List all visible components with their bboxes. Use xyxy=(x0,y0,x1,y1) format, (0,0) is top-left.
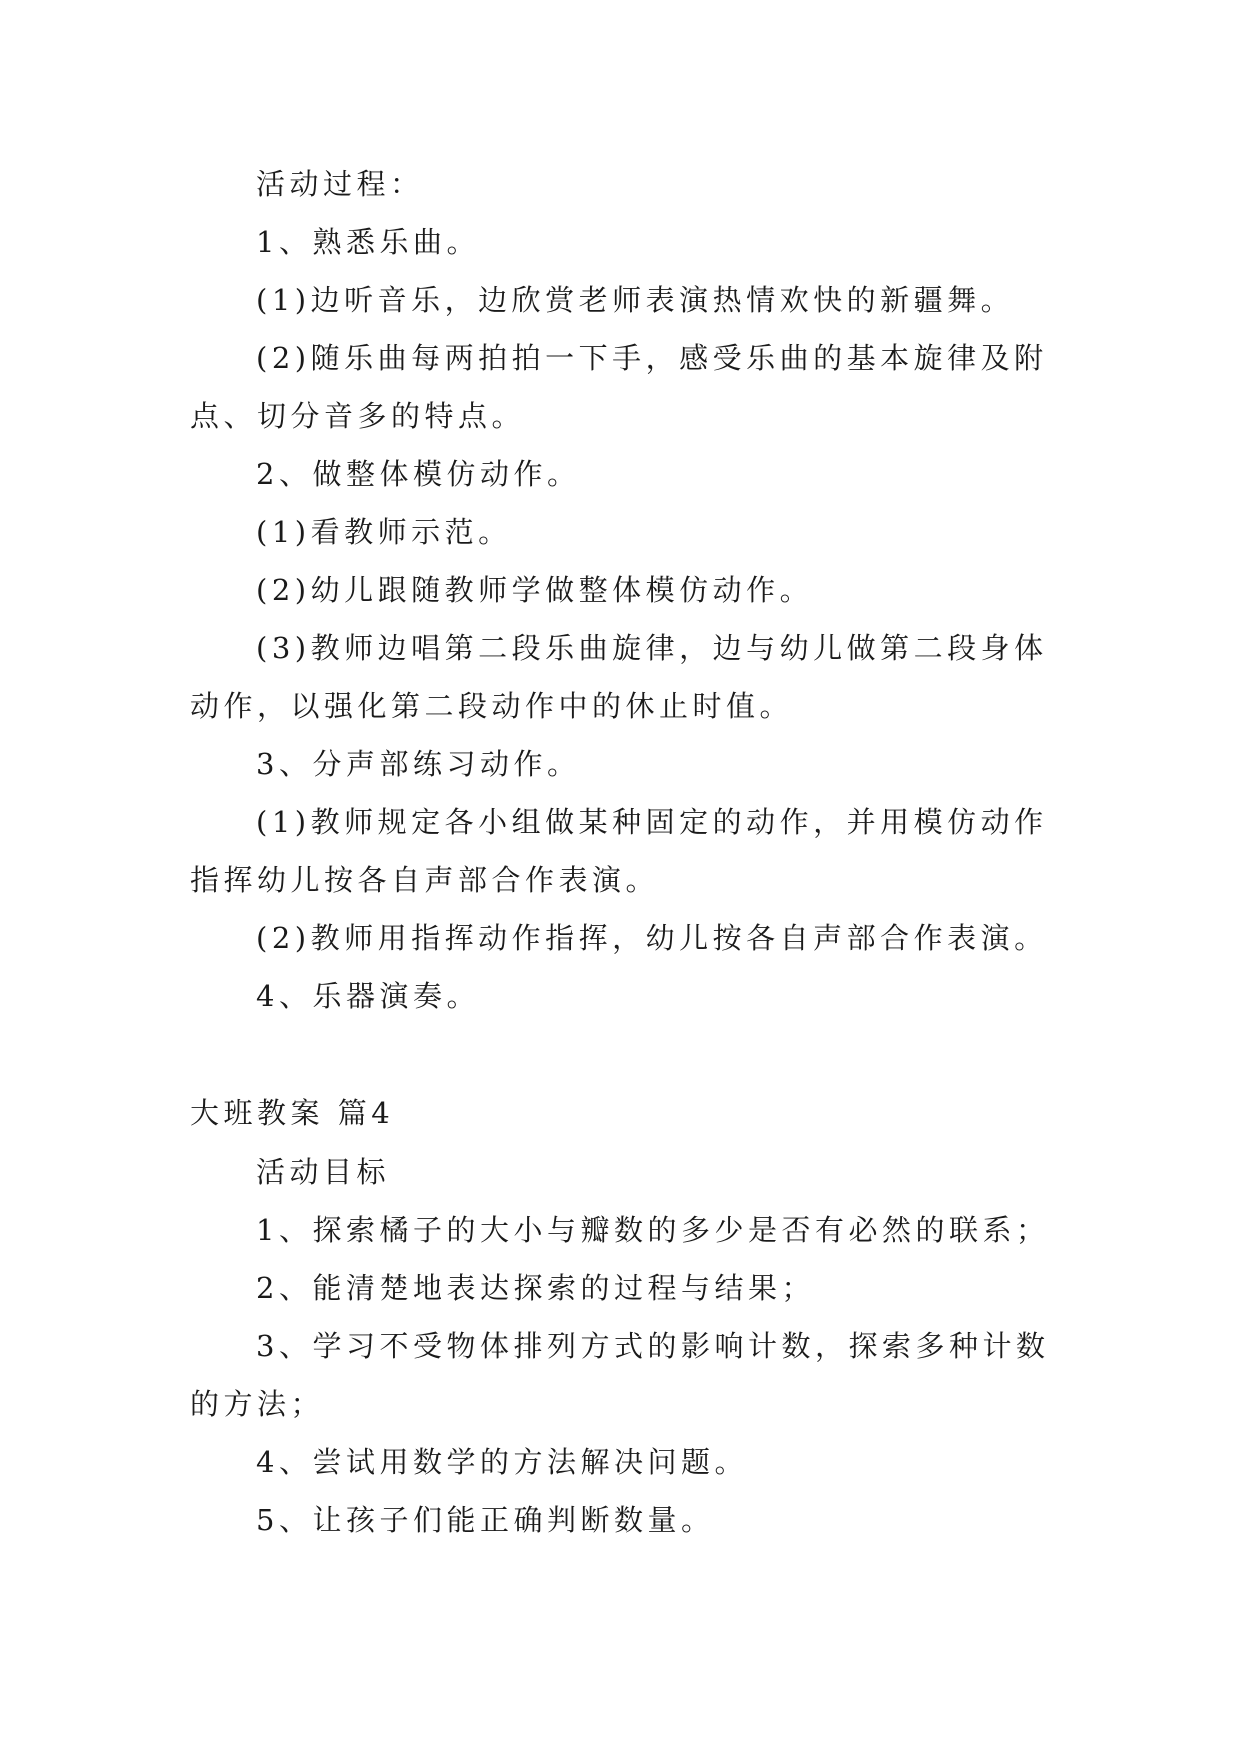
goal-5: 5、让孩子们能正确判断数量。 xyxy=(256,1503,715,1537)
step-2-item-2: (2)幼儿跟随教师学做整体模仿动作。 xyxy=(256,573,814,607)
section-label-goals: 活动目标 xyxy=(256,1155,391,1189)
step-3-item-1-cont: 指挥幼儿按各自声部合作表演。 xyxy=(190,863,660,897)
goal-2: 2、能清楚地表达探索的过程与结果； xyxy=(256,1271,815,1305)
step-3-item-2: (2)教师用指挥动作指挥，幼儿按各自声部合作表演。 xyxy=(256,921,1048,955)
step-2-heading: 2、做整体模仿动作。 xyxy=(256,457,581,491)
step-1-item-2-cont: 点、切分音多的特点。 xyxy=(190,399,526,433)
step-2-item-3: (3)教师边唱第二段乐曲旋律，边与幼儿做第二段身体 xyxy=(256,631,1048,665)
step-1-item-2: (2)随乐曲每两拍拍一下手，感受乐曲的基本旋律及附 xyxy=(256,341,1048,375)
goal-1: 1、探索橘子的大小与瓣数的多少是否有必然的联系； xyxy=(256,1213,1050,1247)
step-2-item-3-cont: 动作，以强化第二段动作中的休止时值。 xyxy=(190,689,794,723)
step-3-item-1: (1)教师规定各小组做某种固定的动作，并用模仿动作 xyxy=(256,805,1048,839)
step-4-heading: 4、乐器演奏。 xyxy=(256,979,480,1013)
step-2-item-1: (1)看教师示范。 xyxy=(256,515,512,549)
lesson-plan-title: 大班教案 篇4 xyxy=(190,1096,395,1130)
goal-3-cont: 的方法； xyxy=(190,1387,325,1421)
goal-4: 4、尝试用数学的方法解决问题。 xyxy=(256,1445,748,1479)
step-3-heading: 3、分声部练习动作。 xyxy=(256,747,581,781)
step-1-item-1: (1)边听音乐，边欣赏老师表演热情欢快的新疆舞。 xyxy=(256,283,1015,317)
step-1-heading: 1、熟悉乐曲。 xyxy=(256,225,480,259)
goal-3: 3、学习不受物体排列方式的影响计数，探索多种计数 xyxy=(256,1329,1050,1363)
section-label-process: 活动过程： xyxy=(256,167,424,201)
